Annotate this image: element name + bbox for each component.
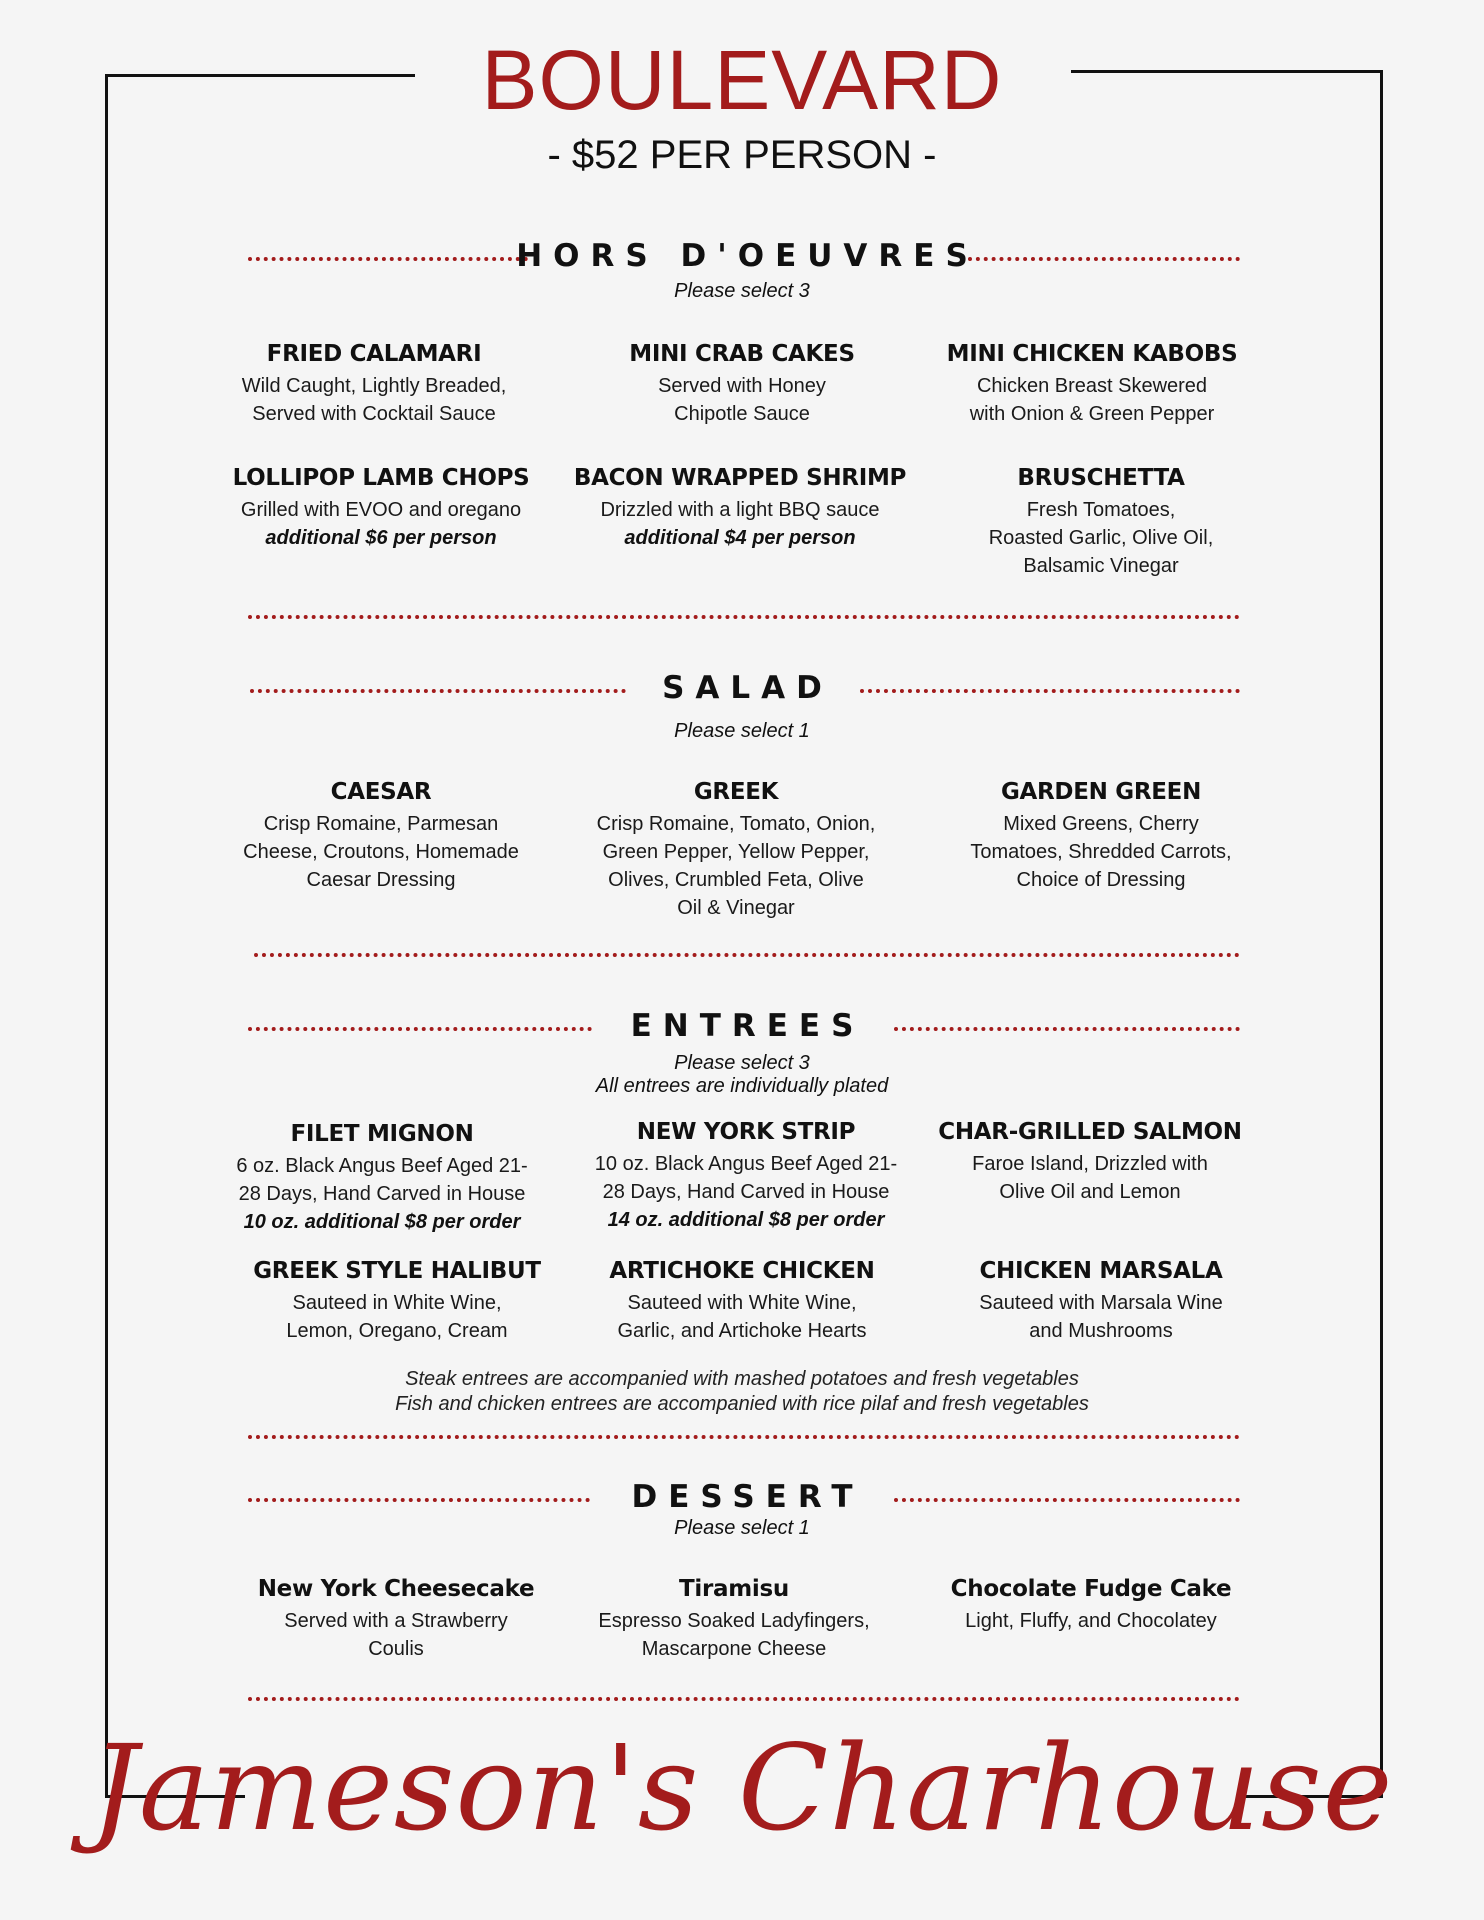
menu-item-lollipop-lamb-chops <box>211 462 551 552</box>
menu-item-bruschetta <box>931 462 1271 580</box>
menu-item-new-york-strip <box>571 1116 921 1234</box>
item-description: Light, Fluffy, and Chocolatey <box>965 1610 1217 1632</box>
item-description: Crisp Romaine, Tomato, Onion, Green Pepper, Yellow Pepper, Olives, Crumbled Feta, Olive Oil & Vinegar <box>596 813 876 919</box>
item-surcharge: additional $6 per person <box>265 527 497 549</box>
entrees-plating-note: All entrees are individually plated <box>595 1075 889 1097</box>
item-name: New York Cheesecake <box>257 1576 535 1602</box>
item-description: Wild Caught, Lightly Breaded, Served with Cocktail Sauce <box>241 375 507 425</box>
item-name: Chocolate Fudge Cake <box>950 1576 1232 1602</box>
item-surcharge: 10 oz. additional $8 per order <box>243 1211 521 1233</box>
salad-note: Please select 1 <box>674 720 810 742</box>
item-description: Espresso Soaked Ladyfingers, Mascarpone Cheese <box>598 1610 870 1660</box>
item-name: FILET MIGNON <box>290 1121 474 1147</box>
menu-item-char-grilled-salmon <box>930 1116 1250 1206</box>
item-name: Tiramisu <box>679 1576 789 1602</box>
menu-item-tiramisu <box>564 1573 904 1663</box>
salad-heading: SALAD <box>662 670 833 706</box>
restaurant-signature: Jameson's Charhouse <box>90 1719 1394 1857</box>
item-name: CAESAR <box>330 779 432 805</box>
menu-item-chocolate-fudge-cake <box>921 1573 1261 1635</box>
section-divider <box>254 953 1240 957</box>
item-description: 6 oz. Black Angus Beef Aged 21- 28 Days, Hand Carved in House <box>236 1155 528 1205</box>
dessert-heading: DESSERT <box>631 1479 864 1515</box>
item-description: 10 oz. Black Angus Beef Aged 21- 28 Days, Hand Carved in House <box>594 1153 898 1203</box>
item-description: Faroe Island, Drizzled with Olive Oil and Lemon <box>972 1153 1208 1203</box>
dessert-note: Please select 1 <box>674 1517 810 1539</box>
menu-item-filet-mignon <box>212 1118 552 1236</box>
menu-item-artichoke-chicken <box>572 1255 912 1345</box>
item-name: BRUSCHETTA <box>1017 465 1185 491</box>
item-description: Drizzled with a light BBQ sauce <box>600 499 880 521</box>
item-surcharge: additional $4 per person <box>624 527 856 549</box>
section-divider <box>248 1435 1240 1439</box>
menu-item-new-york-cheesecake <box>226 1573 566 1663</box>
item-name: ARTICHOKE CHICKEN <box>609 1258 875 1284</box>
item-name: NEW YORK STRIP <box>636 1119 856 1145</box>
section-divider <box>248 615 1240 619</box>
hors-doeuvres-heading: HORS D'OEUVRES <box>516 238 979 274</box>
menu-item-garden-green <box>931 776 1271 894</box>
hors-doeuvres-note: Please select 3 <box>674 280 810 302</box>
menu-item-fried-calamari <box>204 338 544 428</box>
price-per-person: - $52 PER PERSON - <box>547 133 937 177</box>
item-description: Grilled with EVOO and oregano <box>240 499 522 521</box>
restaurant-title: BOULEVARD <box>481 33 1003 127</box>
item-name: BACON WRAPPED SHRIMP <box>573 465 907 491</box>
item-name: CHICKEN MARSALA <box>979 1258 1223 1284</box>
item-name: GREEK STYLE HALIBUT <box>253 1258 541 1284</box>
item-description: Crisp Romaine, Parmesan Cheese, Croutons, Homemade Caesar Dressing <box>243 813 519 891</box>
item-surcharge: 14 oz. additional $8 per order <box>607 1209 885 1231</box>
entrees-heading: ENTREES <box>630 1008 865 1044</box>
item-name: MINI CRAB CAKES <box>629 341 855 367</box>
item-name: CHAR-GRILLED SALMON <box>938 1119 1242 1145</box>
item-description: Served with a Strawberry Coulis <box>284 1610 508 1660</box>
steak-accompaniment-note: Steak entrees are accompanied with mashed potatoes and fresh vegetables <box>405 1368 1079 1390</box>
menu-item-mini-crab-cakes <box>572 338 912 428</box>
menu-item-greek-style-halibut <box>227 1255 567 1345</box>
fish-chicken-accompaniment-note: Fish and chicken entrees are accompanied with rice pilaf and fresh vegetables <box>395 1393 1089 1415</box>
menu-item-mini-chicken-kabobs <box>922 338 1262 428</box>
menu-item-chicken-marsala <box>931 1255 1271 1345</box>
menu-item-bacon-wrapped-shrimp <box>570 462 910 552</box>
item-name: FRIED CALAMARI <box>266 341 482 367</box>
item-description: Fresh Tomatoes, Roasted Garlic, Olive Oil, Balsamic Vinegar <box>988 499 1214 577</box>
item-name: GARDEN GREEN <box>1000 779 1202 805</box>
item-name: MINI CHICKEN KABOBS <box>946 341 1238 367</box>
item-description: Served with Honey Chipotle Sauce <box>658 375 826 425</box>
item-description: Sauteed with White Wine, Garlic, and Artichoke Hearts <box>617 1292 867 1342</box>
item-description: Chicken Breast Skewered with Onion & Green Pepper <box>969 375 1215 425</box>
item-description: Sauteed in White Wine, Lemon, Oregano, Cream <box>286 1292 508 1342</box>
menu-item-caesar <box>211 776 551 894</box>
menu-item-greek <box>566 776 906 922</box>
entrees-note: Please select 3 <box>674 1052 810 1074</box>
item-description: Mixed Greens, Cherry Tomatoes, Shredded Carrots, Choice of Dressing <box>970 813 1232 891</box>
item-name: LOLLIPOP LAMB CHOPS <box>232 465 530 491</box>
item-name: GREEK <box>693 779 779 805</box>
item-description: Sauteed with Marsala Wine and Mushrooms <box>979 1292 1223 1342</box>
section-divider <box>248 1697 1240 1701</box>
